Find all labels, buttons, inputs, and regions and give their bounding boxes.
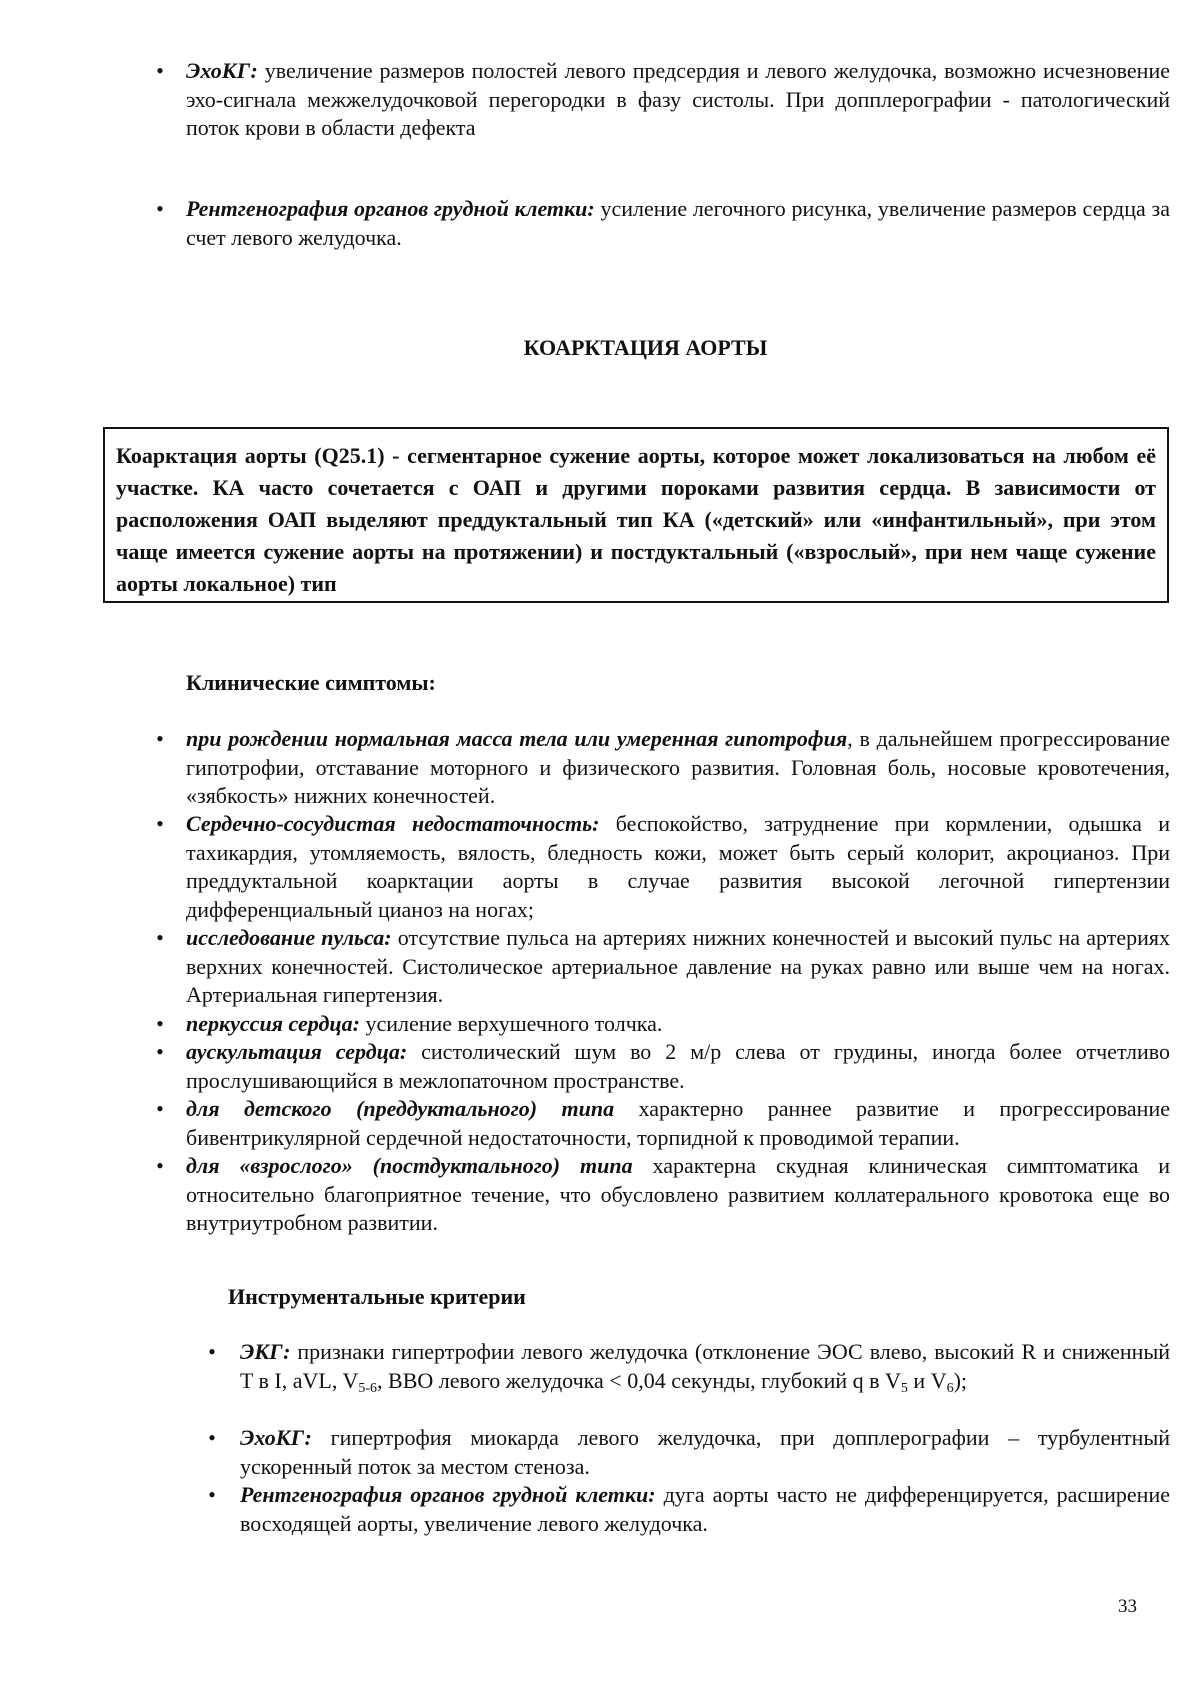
bullet-mark: •: [208, 1425, 216, 1450]
bullet-mark: •: [156, 58, 164, 83]
definition-box: [103, 427, 1169, 603]
bullet-mark: •: [156, 811, 164, 836]
list-item-text: [186, 1010, 1170, 1039]
list-item-text: ЭКГ: признаки гипертрофии левого желудочка (отклонение ЭОС влево, высокий R и сниженный T в I, aVL, $V_{5-6}$, ВВО левого желудочка < 0,04 секунды, глубокий q в $V_5$ и $V_6$);: [240, 1339, 1170, 1396]
list-item-body: , в дальнейшем прогрессирование гипотрофии, отставание моторного и физического развития. Головная боль, носовые кровотечения, «зябкость» нижних конечностей.: [186, 726, 1170, 808]
list-item-body: гипертрофия миокарда левого желудочка, при допплерографии – турбулентный ускоренный поток за местом стеноза.: [240, 1425, 1170, 1479]
list-item-body: характерно раннее развитие и прогрессирование бивентрикулярной сердечной недостаточности, торпидной к проводимой терапии.: [186, 1096, 1170, 1150]
definition-text: Коарктация аорты (Q25.1) - сегментарное сужение аорты, которое может локализоваться на любом её участке. КА часто сочетается с ОАП и другими пороками развития сердца. В зависимости от расположения ОАП выделяют преддуктальный тип КА («детский» или «инфантильный», при этом чаще имеется сужение аорты на протяжении) и постдуктальный («взрослый», при нем чаще сужение аорты локальное) тип: [116, 443, 1156, 596]
list-item-text: [186, 810, 1170, 924]
list-item-term: Рентгенография органов грудной клетки:: [240, 1482, 656, 1507]
list-item-body: характерна скудная клиническая симптоматика и относительно благоприятное течение, что обусловлено развитием коллатерального кровотока еще во внутриутробном развитии.: [186, 1153, 1171, 1235]
list-item-term: исследование пульса:: [186, 925, 392, 950]
list-item-term: для детского (преддуктального) типа: [186, 1096, 615, 1121]
list-item-text: [186, 924, 1170, 1010]
list-item-text: [186, 725, 1170, 811]
list-item-body: отсутствие пульса на артериях нижних конечностей и высокий пульс на артериях верхних конечностей. Систолическое артериальное давление на руках равно или выше чем на ногах. Артериальная гипертензия.: [186, 925, 1171, 1007]
bullet-mark: •: [156, 925, 164, 950]
list-item-term: ЭхоКГ:: [240, 1425, 312, 1450]
bullet-mark: •: [156, 726, 164, 751]
bullet-mark: •: [156, 1153, 164, 1178]
clinical-heading: Клинические симптомы:: [186, 670, 436, 695]
list-item-body: систолический шум во 2 м/р слева от грудины, иногда более отчетливо прослушивающийся в межлопаточном пространстве.: [186, 1039, 1170, 1093]
list-item-term: ЭКГ:: [240, 1339, 291, 1364]
bullet-mark: •: [156, 196, 164, 221]
bullet-mark: •: [208, 1482, 216, 1507]
list-item-body: усиление легочного рисунка, увеличение размеров сердца за счет левого желудочка.: [186, 196, 1170, 250]
list-item-term: перкуссия сердца:: [186, 1011, 360, 1036]
list-item-term: Сердечно-сосудистая недостаточность:: [186, 811, 600, 836]
bullet-mark: •: [208, 1339, 216, 1364]
list-item-term: для «взрослого» (постдуктального) типа: [186, 1153, 633, 1178]
list-item-body: беспокойство, затруднение при кормлении, одышка и тахикардия, утомляемость, вялость, бледность кожи, может быть серый колорит, акроцианоз. При преддуктальной коарктации аорты в случае развития высокой легочной гипертензии дифференциальный цианоз на ногах;: [186, 811, 1170, 922]
list-item-text: [186, 1095, 1170, 1152]
list-item-text: [186, 1038, 1170, 1095]
bullet-mark: •: [156, 1011, 164, 1036]
list-item-term: аускультация сердца:: [186, 1039, 408, 1064]
instrumental-heading: Инструментальные критерии: [228, 1284, 526, 1309]
list-item-text: [186, 195, 1170, 252]
list-item-body: дуга аорты часто не дифференцируется, расширение восходящей аорты, увеличение левого желудочка.: [240, 1482, 1170, 1536]
bullet-mark: •: [156, 1096, 164, 1121]
list-item-text: [186, 57, 1170, 143]
list-item-text: [240, 1424, 1170, 1481]
list-item-body: увеличение размеров полостей левого предсердия и левого желудочка, возможно исчезновение эхо-сигнала межжелудочковой перегородки в фазу систолы. При допплерографии - патологический поток крови в области дефекта: [186, 58, 1170, 140]
page-number: 33: [1118, 1596, 1137, 1617]
list-item-term: Рентгенография органов грудной клетки:: [186, 196, 595, 221]
list-item-text: [186, 1152, 1170, 1238]
list-item-text: [240, 1481, 1170, 1538]
list-item-body: усиление верхушечного толчка.: [359, 1011, 663, 1036]
list-item-term: при рождении нормальная масса тела или умеренная гипотрофия: [186, 726, 848, 751]
bullet-mark: •: [156, 1039, 164, 1064]
section-title: КОАРКТАЦИЯ АОРТЫ: [523, 335, 768, 360]
list-item-term: ЭхоКГ:: [186, 58, 258, 83]
